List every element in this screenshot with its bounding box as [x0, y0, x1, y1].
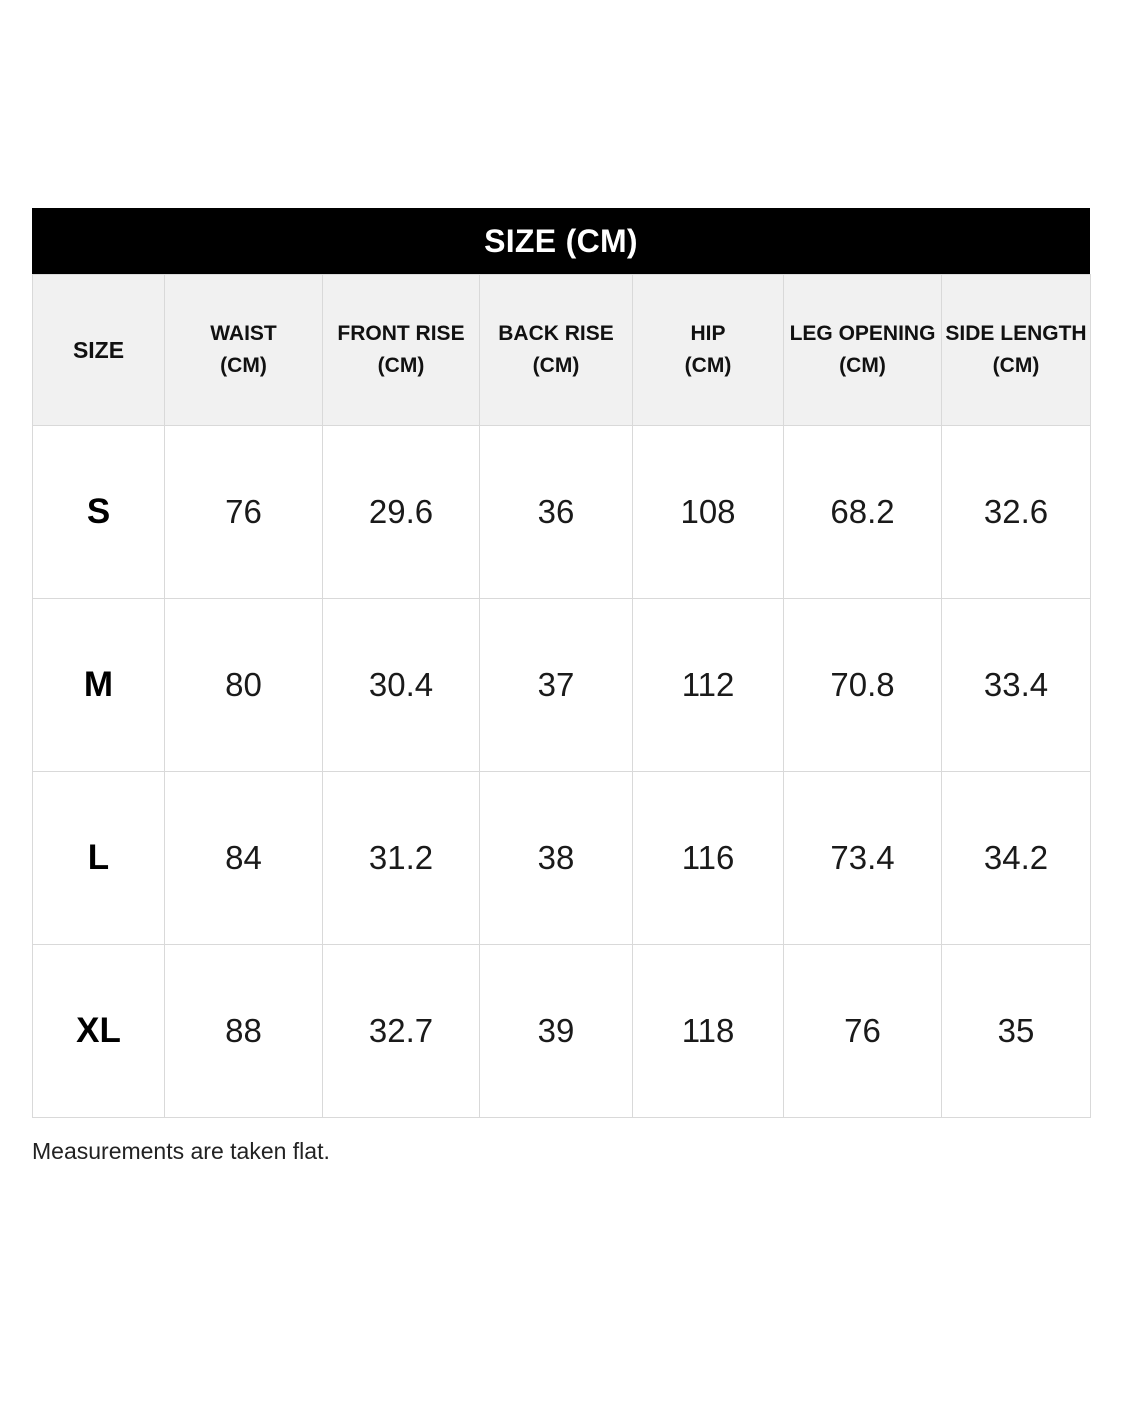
size-chart	[32, 208, 1090, 1118]
side-length-cell: 35	[942, 945, 1091, 1118]
measurement-note: Measurements are taken flat.	[32, 1138, 330, 1164]
column-header-unit: (CM)	[992, 354, 1040, 377]
back-rise-cell: 39	[480, 945, 633, 1118]
table-row-s	[33, 426, 1091, 599]
column-header-unit: (CM)	[532, 354, 580, 377]
column-header-waist	[165, 275, 323, 426]
column-header-label: FRONT RISE	[337, 322, 465, 345]
size-label-cell: M	[33, 599, 165, 772]
hip-cell: 118	[633, 945, 784, 1118]
size-table	[32, 274, 1091, 1118]
front-rise-cell: 31.2	[323, 772, 480, 945]
column-header-label: LEG OPENING	[789, 322, 936, 345]
column-header-back-rise	[480, 275, 633, 426]
column-header-leg-opening	[784, 275, 942, 426]
column-header-unit: (CM)	[839, 354, 886, 377]
back-rise-cell: 38	[480, 772, 633, 945]
column-header-label: WAIST	[210, 322, 277, 345]
column-header-size	[33, 275, 165, 426]
size-label-cell: XL	[33, 945, 165, 1118]
table-row-l	[33, 772, 1091, 945]
column-header-unit: (CM)	[220, 354, 267, 377]
column-header-label: SIDE LENGTH	[945, 322, 1087, 345]
waist-cell: 84	[165, 772, 323, 945]
chart-title: SIZE (CM)	[32, 208, 1090, 274]
waist-cell: 76	[165, 426, 323, 599]
leg-opening-cell: 70.8	[784, 599, 942, 772]
header-row	[33, 275, 1091, 426]
front-rise-cell: 30.4	[323, 599, 480, 772]
side-length-cell: 33.4	[942, 599, 1091, 772]
size-label-cell: S	[33, 426, 165, 599]
hip-cell: 112	[633, 599, 784, 772]
column-header-side-length	[942, 275, 1091, 426]
size-label-cell: L	[33, 772, 165, 945]
column-header-unit: (CM)	[377, 354, 425, 377]
hip-cell: 116	[633, 772, 784, 945]
waist-cell: 80	[165, 599, 323, 772]
table-row-m	[33, 599, 1091, 772]
column-header-hip	[633, 275, 784, 426]
column-header-unit: (CM)	[684, 354, 732, 377]
side-length-cell: 34.2	[942, 772, 1091, 945]
back-rise-cell: 36	[480, 426, 633, 599]
back-rise-cell: 37	[480, 599, 633, 772]
waist-cell: 88	[165, 945, 323, 1118]
column-header-label: BACK RISE	[498, 322, 614, 345]
side-length-cell: 32.6	[942, 426, 1091, 599]
column-header-label: HIP	[690, 322, 726, 345]
leg-opening-cell: 76	[784, 945, 942, 1118]
column-header-front-rise	[323, 275, 480, 426]
front-rise-cell: 32.7	[323, 945, 480, 1118]
leg-opening-cell: 73.4	[784, 772, 942, 945]
table-row-xl	[33, 945, 1091, 1118]
column-header-label: SIZE	[72, 337, 125, 363]
leg-opening-cell: 68.2	[784, 426, 942, 599]
hip-cell: 108	[633, 426, 784, 599]
front-rise-cell: 29.6	[323, 426, 480, 599]
